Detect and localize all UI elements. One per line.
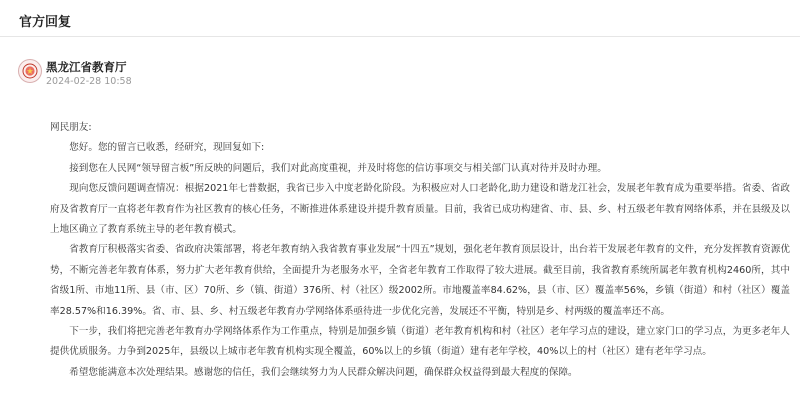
official-reply-header xyxy=(0,0,800,37)
government-emblem-icon xyxy=(18,59,42,83)
reply-paragraph: 现向您反馈问题调查情况：根据2021年七普数据，我省已步入中度老龄化阶段。为积极应对人口老龄化,助力建设和谐龙江社会，发展老年教育成为重要举措。省委、省政府及省教育厅一直将老年教育作为社区教育的核心任务，不断推进体系建设并提升教育质量。目前，我省已成功构建省、市、县、乡、村五级老年教育网络体系，并在县级及以上地区确立了教育系统主导的老年教育模式。 xyxy=(50,183,790,236)
reply-timestamp: 2024-02-28 10:58 xyxy=(46,76,132,87)
reply-paragraph: 您好。您的留言已收悉，经研究，现回复如下: xyxy=(69,142,265,154)
section-title: 官方回复 xyxy=(19,15,72,30)
reply-paragraph: 省教育厅积极落实省委、省政府决策部署，将老年教育纳入我省教育事业发展“十四五”规划，强化老年教育顶层设计，出台若干发展老年教育的文件，充分发挥教育资源优势，不断完善老年教育体系，努力扩大老年教育供给，全面提升为老服务水平，全省老年教育工作取得了较大进展。截至目前，我省教育系统所属老年教育机构2460所，其中省级1所、市地11所、县（市、区）70所、乡（镇、街道）376所、村（社区）级2002所。市地覆盖率84.62%，县（市、区）覆盖率56%，乡镇（街道）和村（社区）覆盖率28.57%和16.39%。省、市、县、乡、村五级老年教育办学网络体系亟待进一步优化完善，发展还不平衡，特别是乡、村两级的覆盖率还不高。 xyxy=(50,244,790,317)
reply-paragraph: 接到您在人民网“领导留言板”所反映的问题后，我们对此高度重视，并及时将您的信访事项交与相关部门认真对待并及时办理。 xyxy=(69,162,607,174)
reply-paragraph: 希望您能满意本次处理结果。感谢您的信任，我们会继续努力为人民群众解决问题，确保群众权益得到最大程度的保障。 xyxy=(69,366,578,378)
author-name: 黑龙江省教育厅 xyxy=(46,60,127,74)
reply-content xyxy=(50,118,790,383)
reply-greeting: 网民朋友: xyxy=(50,122,92,133)
reply-paragraph: 下一步，我们将把完善老年教育办学网络体系作为工作重点，特别是加强乡镇（街道）老年教育机构和村（社区）老年学习点的建设，建立家门口的学习点，为更多老年人提供优质服务。力争到2025年，县级以上城市老年教育机构实现全覆盖，60%以上的乡镇（街道）建有老年学校，40%以上的村（社区）建有老年学习点。 xyxy=(50,326,790,358)
